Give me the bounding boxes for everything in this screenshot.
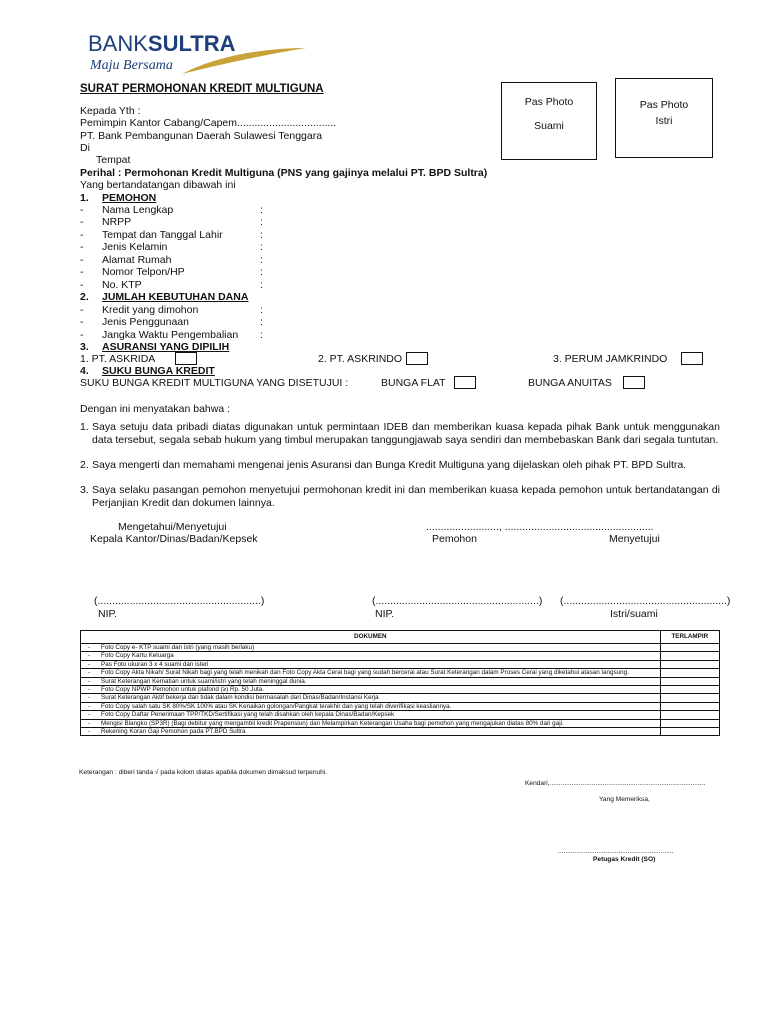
field-label: Jenis Kelamin <box>102 241 168 253</box>
terlampir-cell[interactable] <box>660 728 719 736</box>
terlampir-cell[interactable] <box>660 669 719 677</box>
section2-title: JUMLAH KEBUTUHAN DANA <box>102 291 249 303</box>
nip-pemohon: NIP. <box>375 608 395 620</box>
logo-bank-text: BANK <box>88 31 148 56</box>
checkbox-askrida[interactable] <box>175 352 197 365</box>
insurance-option-jamkrindo: 3. PERUM JAMKRINDO <box>553 353 668 365</box>
kepada-label: Kepada Yth : <box>80 105 141 117</box>
table-row: - Surat Keterangan Kematian untuk suami/istri yang telah meninggal dunia. <box>81 677 720 685</box>
photo-label-istri: Pas Photo <box>639 99 689 111</box>
yang-memeriksa-label: Yang Memeriksa, <box>599 796 650 803</box>
terlampir-cell[interactable] <box>660 660 719 668</box>
document-item: Surat Keterangan Kematian untuk suami/istri yang telah meninggal dunia. <box>101 677 307 685</box>
table-row: - Foto Copy Kartu Keluarga <box>81 652 720 660</box>
kepala-label: Kepala Kantor/Dinas/Badan/Kepsek <box>90 533 258 545</box>
signature-blank-kepala: (........................................................) <box>94 595 265 607</box>
insurance-option-askrindo: 2. PT. ASKRINDO <box>318 353 403 365</box>
terlampir-cell[interactable] <box>660 686 719 694</box>
mengetahui-label: Mengetahui/Menyetujui <box>118 521 227 533</box>
colon: : <box>260 329 263 341</box>
document-item: Foto Copy Daftar Penerimaan TPP/TKD/Sertifikasi yang telah disahkan oleh kepala Dinas/Badan/Kepsek <box>101 711 395 719</box>
section1-number: 1. <box>80 192 89 204</box>
section2-number: 2. <box>80 291 89 303</box>
statement-text: Saya setuju data pribadi diatas digunakan untuk permintaan IDEB dan memberikan kuasa kepada pihak Bank untuk menggunakan data tersebut, segala sebab hukum yang timbul merupakan tanggungjawab saya sendiri dan membebaskan Bank dari segala tuntutan. <box>92 421 720 446</box>
colon: : <box>260 304 263 316</box>
field-label: Nama Lengkap <box>102 204 174 216</box>
signature-blank-pemohon: (........................................................) <box>372 595 543 607</box>
keterangan-note: Keterangan : diberi tanda √ pada kolom diatas apabila dokumen dimaksud terpenuhi. <box>79 769 328 776</box>
statement-number: 1. <box>80 421 89 433</box>
istri-suami-label: Istri/suami <box>610 608 658 620</box>
photo-sublabel-istri: Istri <box>655 115 673 127</box>
dash: - <box>80 254 84 266</box>
checkbox-bunga-flat[interactable] <box>454 376 476 389</box>
di-label: Di <box>80 142 90 154</box>
dash: - <box>80 266 84 278</box>
pemohon-label: Pemohon <box>432 533 477 545</box>
dash: - <box>80 229 84 241</box>
photo-box-istri <box>615 78 713 158</box>
insurance-option-askrida: 1. PT. ASKRIDA <box>80 353 156 365</box>
field-label: NRPP <box>102 216 132 228</box>
colon: : <box>260 266 263 278</box>
document-item: Rekening Koran Gaji Pemohon pada PT.BPD Sultra <box>101 728 246 736</box>
pemimpin-line: Pemimpin Kantor Cabang/Capem.................................. <box>80 117 337 129</box>
photo-sublabel-suami: Suami <box>534 120 564 132</box>
date-line: ........................., ................................................... <box>426 521 654 533</box>
terlampir-cell[interactable] <box>660 702 719 710</box>
field-label: Alamat Rumah <box>102 254 172 266</box>
table-row: - Foto Copy salah satu SK 80%/SK 100% atau SK Kenaikan golongan/Pangkat terakhir dan yang telah diverifikasi keasliannya. <box>81 702 720 710</box>
section4-title: SUKU BUNGA KREDIT <box>102 365 215 377</box>
section3-number: 3. <box>80 341 89 353</box>
colon: : <box>260 241 263 253</box>
colon: : <box>260 204 263 216</box>
statement-intro: Dengan ini menyatakan bahwa : <box>80 403 231 415</box>
terlampir-cell[interactable] <box>660 644 719 652</box>
field-label: No. KTP <box>102 279 142 291</box>
logo-swoosh-icon <box>180 46 308 76</box>
terlampir-cell[interactable] <box>660 652 719 660</box>
field-label: Jenis Penggunaan <box>102 316 189 328</box>
field-label: Jangka Waktu Pengembalian <box>102 329 239 341</box>
dash: - <box>80 241 84 253</box>
checkbox-bunga-anuitas[interactable] <box>623 376 645 389</box>
colon: : <box>260 229 263 241</box>
checkbox-askrindo[interactable] <box>406 352 428 365</box>
section4-number: 4. <box>80 365 89 377</box>
interest-option-anuitas: BUNGA ANUITAS <box>528 377 612 389</box>
terlampir-cell[interactable] <box>660 694 719 702</box>
kendari-line: Kendari,..................................................................................... <box>525 780 706 787</box>
nip-kepala: NIP. <box>98 608 118 620</box>
table-row: - Surat Keterangan Aktif bekerja dan tidak dalam kondisi bermasalah dari Dinas/Badan/Instansi Kerja <box>81 694 720 702</box>
document-item: Surat Keterangan Aktif bekerja dan tidak dalam kondisi bermasalah dari Dinas/Badan/Instansi Kerja <box>101 694 379 702</box>
statement-text: Saya selaku pasangan pemohon menyetujui permohonan kredit ini dan memberikan kuasa kepada pemohon untuk bertandatangan di Perjanjian Kredit dan dokumen lainnya. <box>92 484 720 509</box>
checkbox-jamkrindo[interactable] <box>681 352 703 365</box>
menyetujui-label: Menyetujui <box>609 533 660 545</box>
bank-name-line: PT. Bank Pembangunan Daerah Sulawesi Tenggara <box>80 130 323 142</box>
document-item: Foto Copy NPWP Pemohon untuk plafond (≥) Rp. 50 Juta. <box>101 686 264 694</box>
logo-tagline: Maju Bersama <box>90 58 173 73</box>
column-header-terlampir: TERLAMPIR <box>660 631 719 644</box>
dash: - <box>80 329 84 341</box>
dash: - <box>80 279 84 291</box>
dash: - <box>80 204 84 216</box>
document-item: Foto Copy Kartu Keluarga <box>101 652 174 660</box>
petugas-signature-line: ............................................................... <box>558 848 674 855</box>
colon: : <box>260 279 263 291</box>
page-title: SURAT PERMOHONAN KREDIT MULTIGUNA <box>80 83 324 95</box>
table-row: - Foto Copy e- KTP suami dan istri (yang masih berlaku) <box>81 644 720 652</box>
bank-logo <box>88 32 308 78</box>
table-row: - Mengisi Blangko (SP3R) (Bagi debitur yang mengambil kredit Prapensiun) dan Melampirkan Keterangan Usaha bagi pemohon yang mengajukan diatas 80% dari gaji. <box>81 719 720 727</box>
table-row: - Pas Foto ukuran 3 x 4 suami dan isteri <box>81 660 720 668</box>
interest-option-flat: BUNGA FLAT <box>381 377 446 389</box>
signature-blank-spouse: (........................................................) <box>560 595 731 607</box>
field-label: Nomor Telpon/HP <box>102 266 185 278</box>
document-item: Mengisi Blangko (SP3R) (Bagi debitur yang mengambil kredit Prapensiun) dan Melampirkan Keterangan Usaha bagi pemohon yang mengajukan diatas 80% dari gaji. <box>101 719 564 727</box>
table-row: - Foto Copy Daftar Penerimaan TPP/TKD/Sertifikasi yang telah disahkan oleh kepala Dinas/Badan/Kepsek <box>81 711 720 719</box>
dash: - <box>80 316 84 328</box>
colon: : <box>260 216 263 228</box>
statement-number: 3. <box>80 484 89 496</box>
table-row: - Foto Copy Akta Nikah/ Surat Nikah bagi yang telah menikah dan Foto Copy Akta Cerai bagi yang sudah bercerai atau Surat Keterangan dalam Proses Cerai yang diketahui atasan langsung. <box>81 669 720 677</box>
terlampir-cell[interactable] <box>660 711 719 719</box>
perihal-line: Perihal : Permohonan Kredit Multiguna (PNS yang gajinya melalui PT. BPD Sultra) <box>80 167 488 179</box>
tempat-label: Tempat <box>96 154 131 166</box>
terlampir-cell[interactable] <box>660 677 719 685</box>
document-item: Pas Foto ukuran 3 x 4 suami dan isteri <box>101 660 209 668</box>
document-item: Foto Copy e- KTP suami dan istri (yang masih berlaku) <box>101 644 255 651</box>
statement-text: Saya mengerti dan memahami mengenai jenis Asuransi dan Bunga Kredit Multiguna yang dijelaskan oleh pihak PT. BPD Sultra. <box>92 459 687 471</box>
photo-label-suami: Pas Photo <box>524 96 574 108</box>
document-checklist-table <box>80 630 720 736</box>
intro-line: Yang bertandatangan dibawah ini <box>80 179 236 191</box>
column-header-dokumen: DOKUMEN <box>81 631 661 644</box>
field-label: Kredit yang dimohon <box>102 304 199 316</box>
interest-label: SUKU BUNGA KREDIT MULTIGUNA YANG DISETUJUI : <box>80 377 349 389</box>
logo-sultra-text: SULTRA <box>147 31 236 56</box>
dash: - <box>80 304 84 316</box>
document-item: Foto Copy Akta Nikah/ Surat Nikah bagi yang telah menikah dan Foto Copy Akta Cerai bagi yang sudah bercerai atau Surat Keterangan dalam Proses Cerai yang diketahui atasan langsung. <box>101 669 629 677</box>
colon: : <box>260 254 263 266</box>
table-row: - Foto Copy NPWP Pemohon untuk plafond (≥) Rp. 50 Juta. <box>81 686 720 694</box>
field-label: Tempat dan Tanggal Lahir <box>102 229 223 241</box>
dash: - <box>80 216 84 228</box>
section1-title: PEMOHON <box>102 192 157 204</box>
photo-box-suami <box>501 82 597 160</box>
colon: : <box>260 316 263 328</box>
terlampir-cell[interactable] <box>660 719 719 727</box>
table-row: - Rekening Koran Gaji Pemohon pada PT.BPD Sultra <box>81 728 720 736</box>
statement-number: 2. <box>80 459 89 471</box>
section3-title: ASURANSI YANG DIPILIH <box>102 341 230 353</box>
document-item: Foto Copy salah satu SK 80%/SK 100% atau SK Kenaikan golongan/Pangkat terakhir dan yang telah diverifikasi keasliannya. <box>101 702 452 710</box>
table-header-row <box>81 631 720 644</box>
petugas-label: Petugas Kredit (SO) <box>593 856 656 863</box>
